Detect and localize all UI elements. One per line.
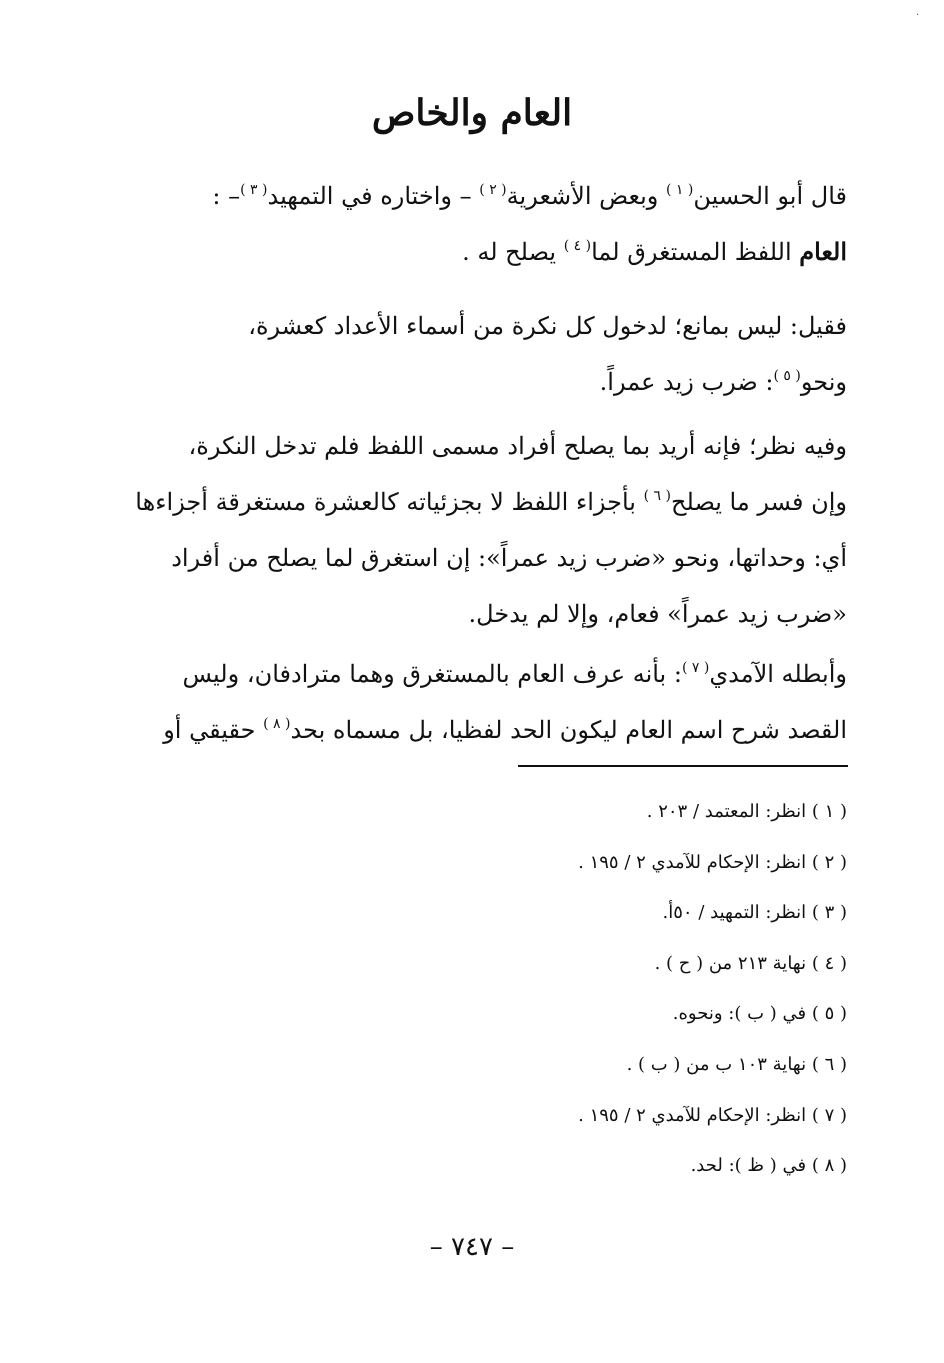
footnotes-list — [95, 787, 847, 1192]
paragraph-3 — [95, 418, 847, 642]
footnote-6: ( ٦ ) نهاية ١٠٣ ب من ( ب ) . — [626, 1053, 847, 1075]
footnote-ref-8[interactable]: ( ٨ ) — [263, 716, 291, 733]
page-number: – ٧٤٧ – — [429, 1232, 515, 1262]
paragraph-4 — [95, 646, 847, 758]
paragraph-4-line-1: وأبطله الآمدي$^{( ٧ )}$: بأنه عرف العام بالمستغرق وهما مترادفان، وليس — [182, 660, 847, 688]
defined-term: العام — [799, 237, 847, 266]
paragraph-3-line-4: «ضرب زيد عمراً» فعام، وإلا لم يدخل. — [468, 600, 847, 628]
footnote-7: ( ٧ ) انظر: الإحكام للآمدي ٢ / ١٩٥ . — [578, 1104, 847, 1126]
footnote-ref-7[interactable]: ( ٧ ) — [681, 660, 710, 677]
footnote-3: ( ٣ ) انظر: التمهيد / ٥٠أ. — [662, 902, 847, 924]
footnote-4: ( ٤ ) نهاية ٢١٣ من ( ح ) . — [654, 952, 847, 974]
paragraph-4-line-2: القصد شرح اسم العام ليكون الحد لفظيا، بل مسماه بحد$^{( ٨ )}$ حقيقي أو — [163, 716, 847, 744]
paragraph-3-line-1: وفيه نظر؛ فإنه أريد بما يصلح أفراد مسمى اللفظ فلم تدخل النكرة، — [188, 432, 847, 460]
paragraph-3-line-2: وإن فسر ما يصلح$^{( ٦ )}$ بأجزاء اللفظ لا بجزئياته كالعشرة مستغرقة أجزاءها — [135, 488, 847, 516]
paragraph-1-line-2: العام اللفظ المستغرق لما$^{( ٤ )}$ يصلح له . — [462, 237, 847, 266]
paragraph-1-line-1: قال أبو الحسين$^{( ١ )}$ وبعض الأشعرية$^{( ٢ )}$ – واختاره في التمهيد$^{( ٣ )}$– : — [212, 182, 847, 210]
page-title: العام والخاص — [371, 92, 573, 134]
paragraph-2-line-2: ونحو$^{( ٥ )}$: ضرب زيد عمراً. — [599, 368, 847, 396]
scan-mark: · — [916, 10, 920, 21]
paragraph-3-line-3: أي: وحداتها، ونحو «ضرب زيد عمراً»: إن استغرق لما يصلح من أفراد — [171, 544, 847, 572]
footnote-8: ( ٨ ) في ( ظ ): لحد. — [690, 1155, 847, 1177]
footnote-ref-1[interactable]: ( ١ ) — [666, 182, 694, 199]
footnote-2: ( ٢ ) انظر: الإحكام للآمدي ٢ / ١٩٥ . — [578, 851, 847, 873]
footnote-ref-2[interactable]: ( ٢ ) — [479, 182, 507, 199]
footnote-ref-6[interactable]: ( ٦ ) — [643, 488, 671, 505]
footnote-1: ( ١ ) انظر: المعتمد / ٢٠٣ . — [646, 801, 847, 822]
footnote-ref-3[interactable]: ( ٣ ) — [240, 182, 268, 199]
paragraph-2-line-1: فقيل: ليس بمانع؛ لدخول كل نكرة من أسماء الأعداد كعشرة، — [248, 312, 847, 340]
footnote-ref-5[interactable]: ( ٥ ) — [773, 368, 801, 385]
paragraph-2 — [95, 298, 847, 410]
footnote-divider — [518, 765, 848, 767]
footnote-5: ( ٥ ) في ( ب ): ونحوه. — [672, 1003, 847, 1025]
paragraph-1 — [95, 168, 847, 280]
footnote-ref-4[interactable]: ( ٤ ) — [563, 238, 592, 255]
